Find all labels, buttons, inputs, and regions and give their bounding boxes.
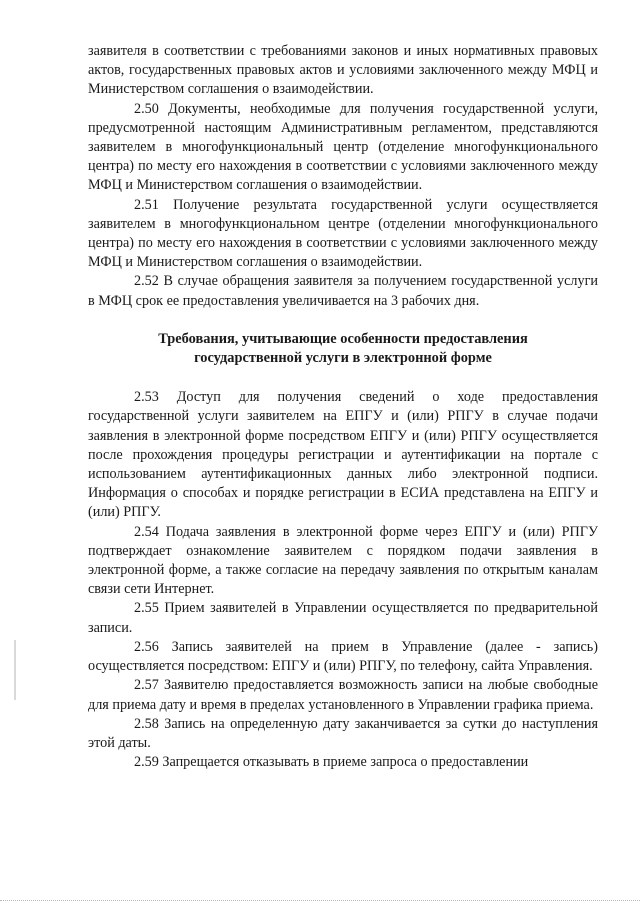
section-heading-line-2: государственной услуги в электронной форме [194, 350, 492, 367]
paragraph-2-58: 2.58 Запись на определенную дату заканчивается за сутки до наступления этой даты. [88, 715, 598, 751]
section-heading-line-1: Требования, учитывающие особенности предоставления [158, 330, 528, 347]
paragraph-2-53: 2.53 Доступ для получения сведений о ходе предоставления государственной услуги заявителем на ЕПГУ и (или) РПГУ в случае подачи заявления в электронной форме посредством ЕПГУ и (или) РПГУ осуществляется после прохождения процедуры регистрации и аутентификации на портале с использованием аутентификационных данных либо электронной подписи. Информация о способах и порядке регистрации в ЕСИА представлена на ЕПГУ и (или) РПГУ. [88, 389, 598, 521]
scan-artifact [14, 640, 16, 700]
paragraph-2-50: 2.50 Документы, необходимые для получения государственной услуги, предусмотренной настоящим Административным регламентом, представляются заявителем в многофункциональный центр (отделение многофункционального центра) по месту его нахождения в соответствии с условиями заключенного между МФЦ и Министерством соглашения о взаимодействии. [88, 100, 598, 194]
paragraph-2-51: 2.51 Получение результата государственной услуги осуществляется заявителем в многофункциональном центре (отделении многофункционального центра) по месту его нахождения в соответствии с условиями заключенного между МФЦ и Министерством соглашения о взаимодействии. [88, 196, 598, 271]
paragraph-2-56: 2.56 Запись заявителей на прием в Управление (далее - запись) осуществляется посредством: ЕПГУ и (или) РПГУ, по телефону, сайта Управления. [88, 638, 598, 675]
document-page [88, 42, 598, 772]
page-bottom-edge [0, 900, 640, 901]
paragraph-2-57: 2.57 Заявителю предоставляется возможность записи на любые свободные для приема дату и время в пределах установленного в Управлении графика приема. [88, 677, 598, 713]
body-after-heading [88, 388, 598, 772]
section-heading [88, 330, 598, 368]
body-before-heading [88, 42, 598, 311]
paragraph-2-52: 2.52 В случае обращения заявителя за получением государственной услуги в МФЦ срок ее предоставления увеличивается на 3 рабочих дня. [88, 273, 598, 309]
paragraph-2-59: 2.59 Запрещается отказывать в приеме запроса о предоставлении [134, 754, 529, 771]
paragraph-continuation: заявителя в соответствии с требованиями законов и иных нормативных правовых актов, государственных правовых актов и условиями заключенного между МФЦ и Министерством соглашения о взаимодействии. [88, 43, 598, 98]
paragraph-2-54: 2.54 Подача заявления в электронной форме через ЕПГУ и (или) РПГУ подтверждает ознакомление заявителем с порядком подачи заявления в электронной форме, а также согласие на передачу заявления по открытым каналам связи сети Интернет. [88, 523, 598, 598]
paragraph-2-55: 2.55 Прием заявителей в Управлении осуществляется по предварительной записи. [88, 600, 598, 636]
